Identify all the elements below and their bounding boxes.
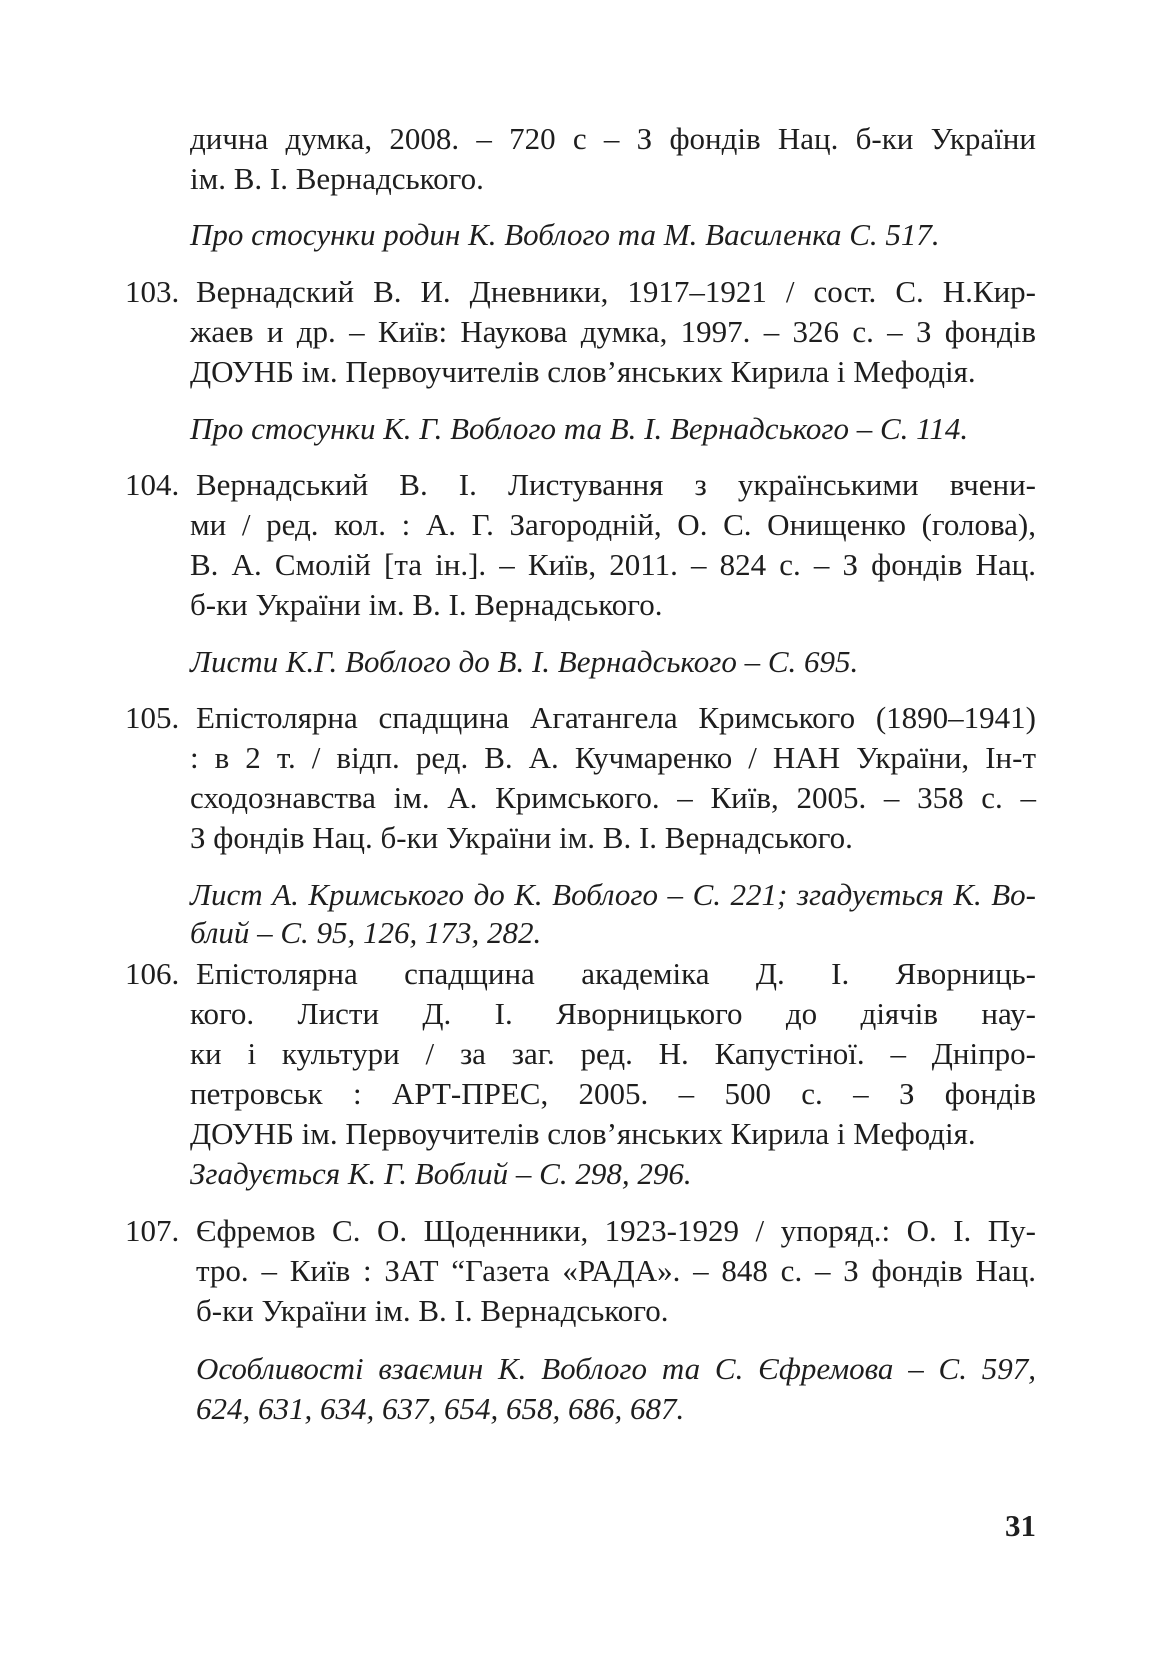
entry-104-note: Листи К.Г. Воблого до В. І. Вернадського – С. 695.: [190, 644, 859, 679]
entry-104-number: 104.: [125, 467, 180, 502]
entry-105-line-4: З фондів Нац. б-ки України ім. В. І. Вернадського.: [190, 820, 853, 855]
entry-106-line-4: петровськ : АРТ-ПРЕС, 2005. – 500 с. – З фондів: [190, 1076, 1036, 1111]
entry-105-line-1: Епістолярна спадщина Агатангела Кримського (1890–1941): [196, 700, 1036, 735]
entry-103-line-1: Вернадский В. И. Дневники, 1917–1921 / сост. С. Н.Кир-: [196, 274, 1036, 309]
entry-107-note-line-2: 624, 631, 634, 637, 654, 658, 686, 687.: [196, 1391, 685, 1426]
entry-104-line-2: ми / ред. кол. : А. Г. Загородній, О. С. Онищенко (голова),: [190, 507, 1036, 542]
entry-106-line-5: ДОУНБ ім. Первоучителів слов’янських Кирила і Мефодія.: [190, 1116, 976, 1151]
entry-105-note-line-1: Лист А. Кримського до К. Воблого – С. 221; згадується К. Во-: [190, 877, 1036, 912]
continuation-line-1: дична думка, 2008. – 720 с – З фондів Нац. б-ки України: [190, 121, 1036, 156]
entry-103-number: 103.: [125, 274, 180, 309]
entry-107-number: 107.: [125, 1213, 180, 1248]
entry-107-line-3: б-ки України ім. В. І. Вернадського.: [196, 1293, 669, 1328]
entry-103-note: Про стосунки К. Г. Воблого та В. І. Вернадського – С. 114.: [190, 411, 969, 446]
entry-105-line-2: : в 2 т. / відп. ред. В. А. Кучмаренко / НАН України, Ін-т: [190, 740, 1036, 775]
entry-104-line-3: В. А. Смолій [та ін.]. – Київ, 2011. – 824 с. – З фондів Нац.: [190, 547, 1036, 582]
page-number: 31: [1005, 1508, 1036, 1543]
continuation-line-2: ім. В. І. Вернадського.: [190, 161, 484, 196]
entry-106-line-2: кого. Листи Д. І. Яворницького до діячів нау-: [190, 996, 1036, 1031]
entry-107-line-1: Єфремов С. О. Щоденники, 1923‑1929 / упоряд.: О. І. Пу-: [196, 1213, 1036, 1248]
entry-106-note: Згадується К. Г. Воблий – С. 298, 296.: [190, 1156, 692, 1191]
entry-106-line-1: Епістолярна спадщина академіка Д. І. Яворниць-: [196, 956, 1036, 991]
entry-103-line-2: жаев и др. – Київ: Наукова думка, 1997. – 326 с. – З фондів: [190, 314, 1036, 349]
entry-105-note-line-2: блий – С. 95, 126, 173, 282.: [190, 915, 542, 950]
entry-103-line-3: ДОУНБ ім. Первоучителів слов’янських Кирила і Мефодія.: [190, 354, 976, 389]
entry-104-line-1: Вернадський В. І. Листування з українськими вчени-: [196, 467, 1036, 502]
continuation-note: Про стосунки родин К. Воблого та М. Василенка С. 517.: [190, 217, 940, 252]
entry-106-number: 106.: [125, 956, 180, 991]
entry-105-number: 105.: [125, 700, 180, 735]
entry-107-note-line-1: Особливості взаємин К. Воблого та С. Єфремова – С. 597,: [196, 1351, 1036, 1386]
entry-104-line-4: б-ки України ім. В. І. Вернадського.: [190, 587, 663, 622]
entry-105-line-3: сходознавства ім. А. Кримського. – Київ, 2005. – 358 с. –: [190, 780, 1036, 815]
entry-107-line-2: тро. – Київ : ЗАТ “Газета «РАДА». – 848 с. – З фондів Нац.: [196, 1253, 1036, 1288]
entry-106-line-3: ки і культури / за заг. ред. Н. Капустіної. – Дніпро-: [190, 1036, 1036, 1071]
